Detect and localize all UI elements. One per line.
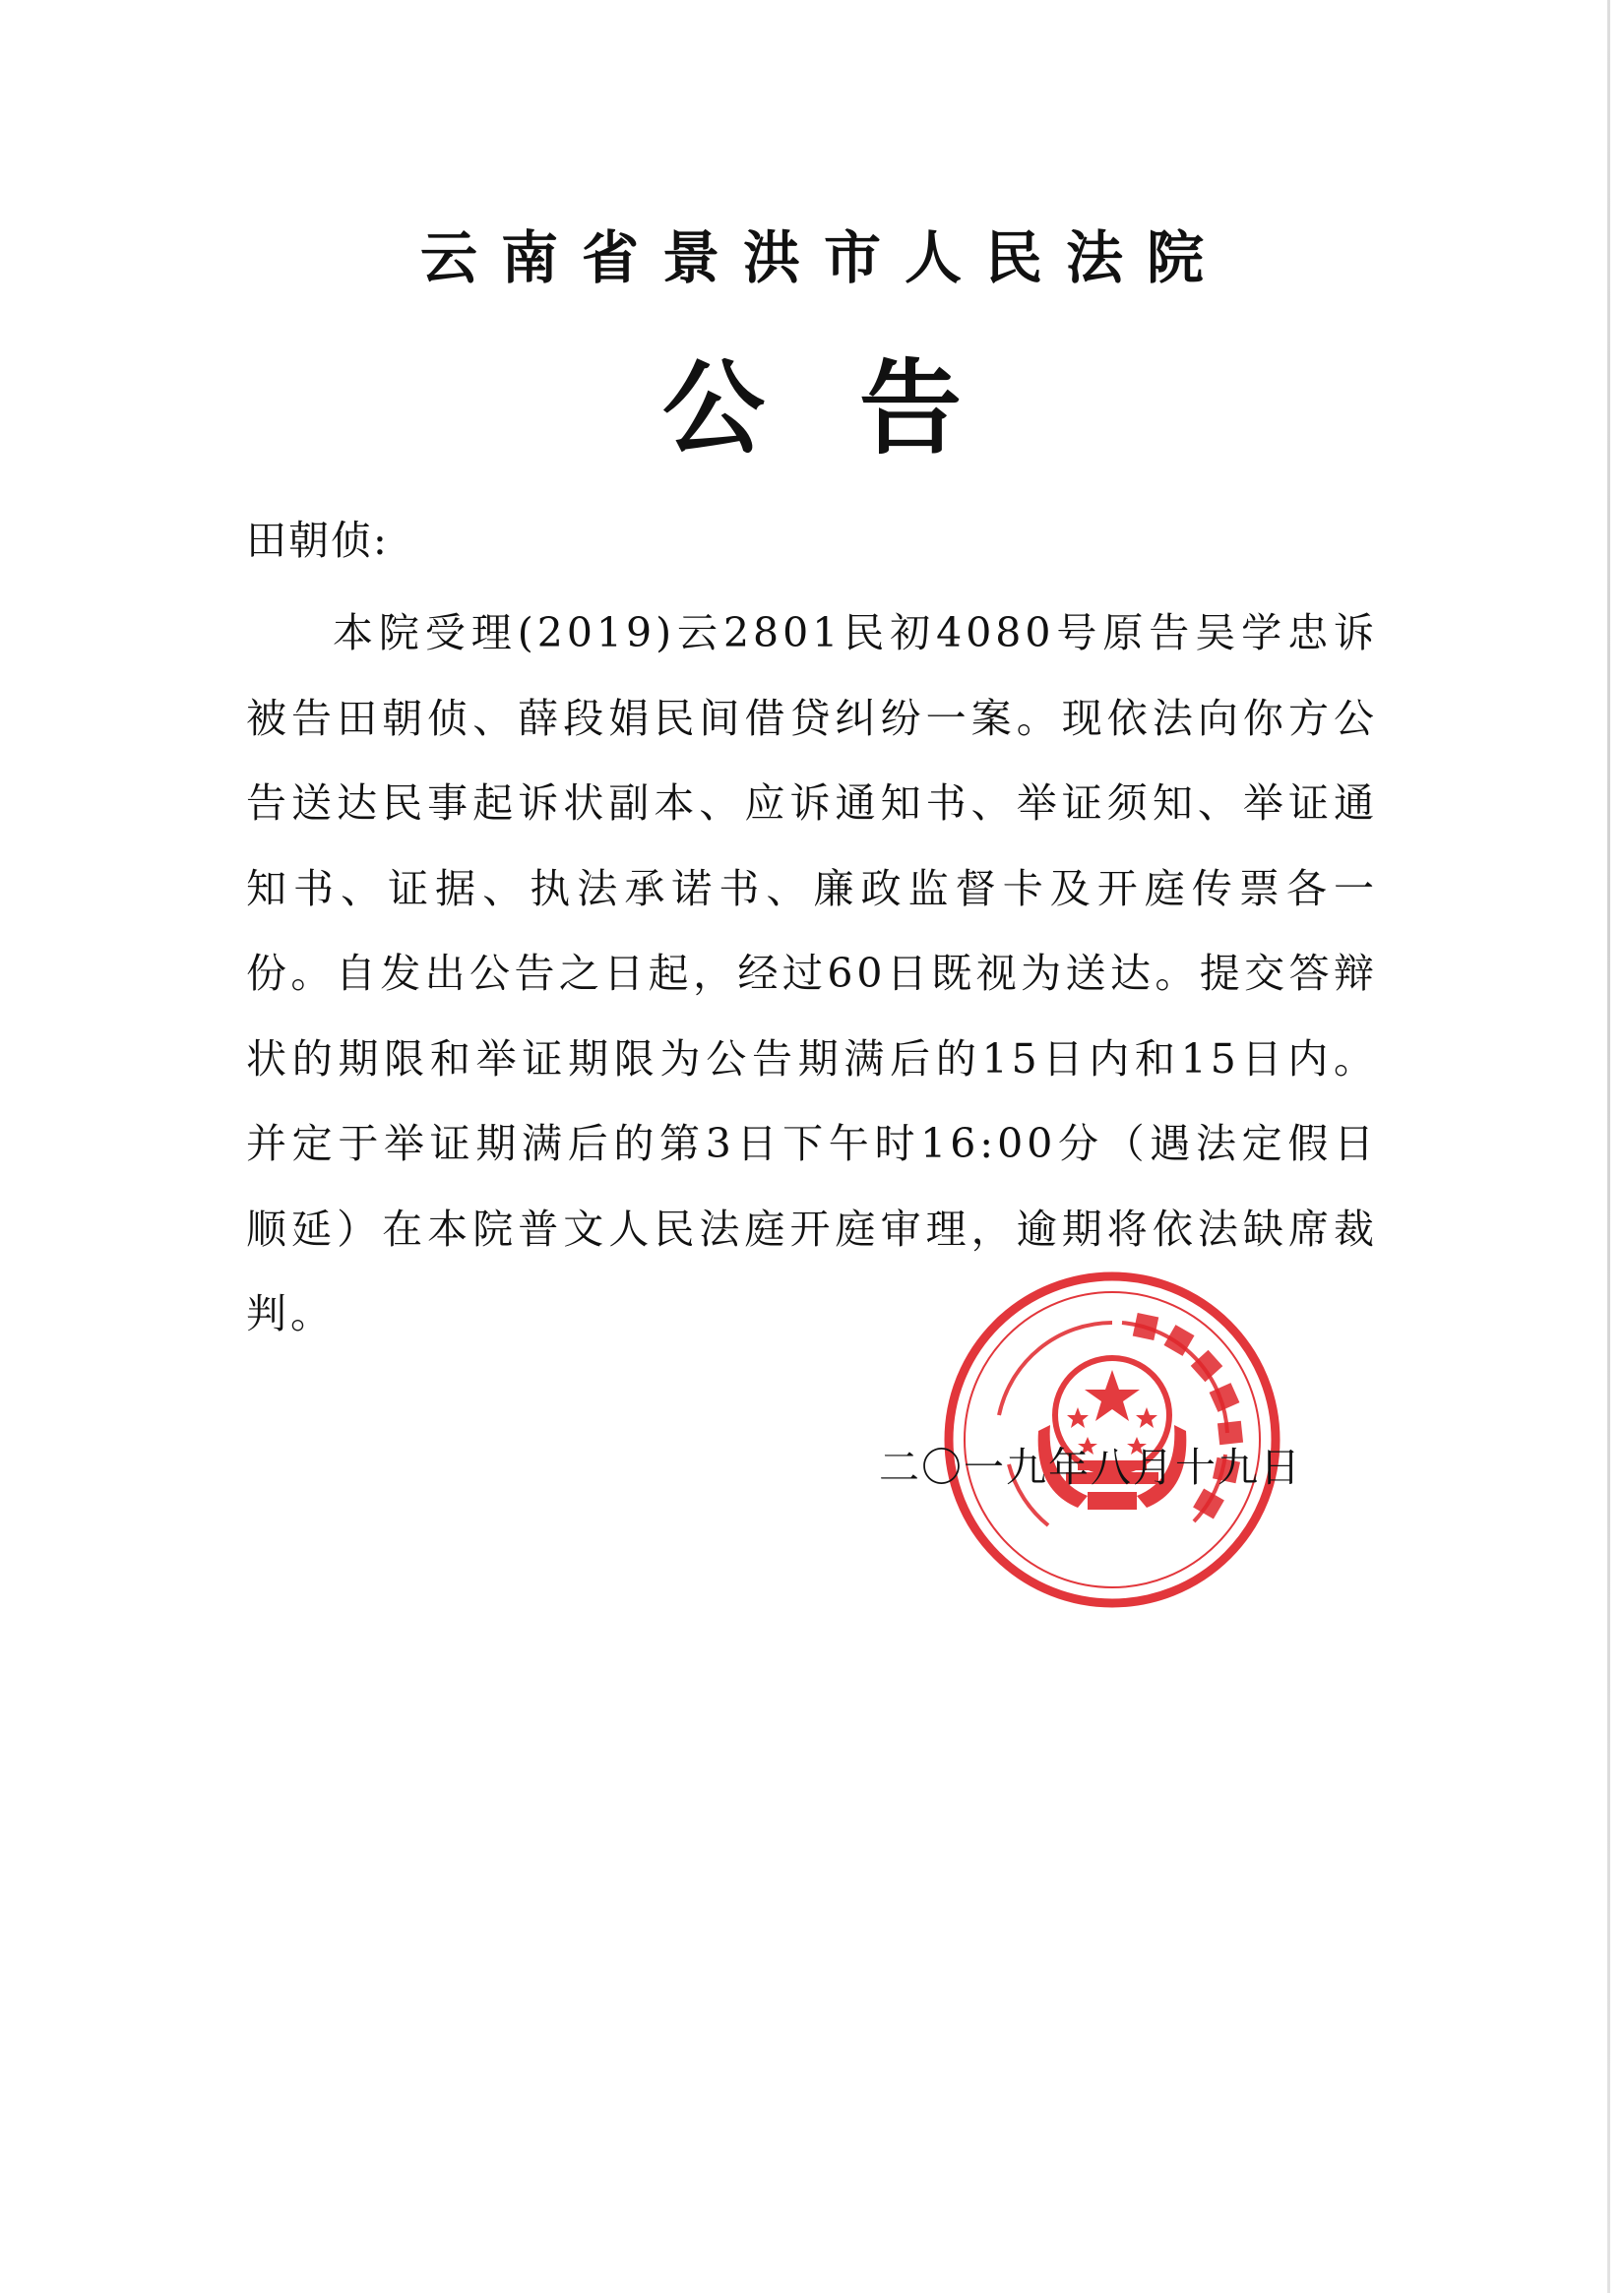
notice-date: 二〇一九年八月十九日 [879, 1444, 1302, 1491]
notice-title: 公告 [661, 348, 1056, 468]
court-name-heading: 云南省景洪市人民法院 [419, 224, 1227, 291]
notice-body: 本院受理(2019)云2801民初4080号原告吴学忠诉被告田朝侦、薛段娟民间借贷纠纷一案。现依法向你方公告送达民事起诉状副本、应诉通知书、举证须知、举证通知书、证据、执法承诺书、廉政监督卡及开庭传票各一份。自发出公告之日起，经过60日既视为送达。提交答辩状的期限和举证期限为公告期满后的15日内和15日内。并定于举证期满后的第3日下午时16:00分（遇法定假日顺延）在本院普文人民法庭开庭审理，逾期将依法缺席裁判。 [246, 609, 1378, 1337]
addressee: 田朝侦: [246, 517, 389, 564]
